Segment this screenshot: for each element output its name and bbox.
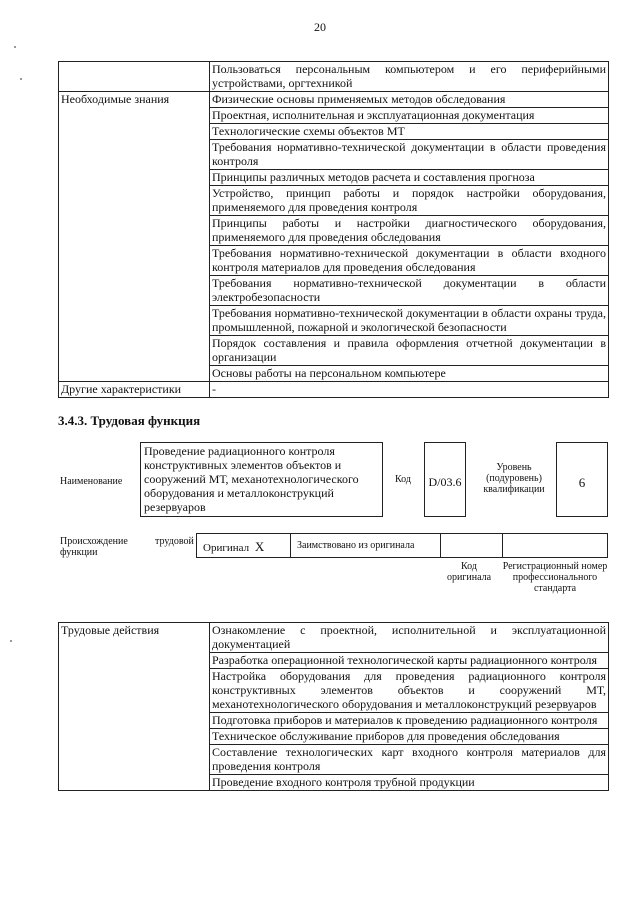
row-item-cell: Физические основы применяемых методов обследования [210, 92, 609, 108]
page-number: 20 [314, 20, 326, 34]
origin-label: Происхождение [60, 536, 128, 547]
function-code-box: D/03.6 [424, 442, 466, 517]
row-item-cell: Проектная, исполнительная и эксплуатационная документация [210, 108, 609, 124]
row-item-cell: Проведение входного контроля трубной продукции [210, 775, 609, 791]
function-name-box: Проведение радиационного контроля конструктивных элементов объектов и сооружений МТ, механотехнологического оборудования и металлоконструкций резервуаров [140, 442, 383, 517]
row-item-cell: Требования нормативно-технической документации в области входного контроля материалов для проведения обследования [210, 246, 609, 276]
row-item-cell: Разработка операционной технологической карты радиационного контроля [210, 653, 609, 669]
registration-number-cell [503, 534, 607, 557]
qualification-level-box: 6 [556, 442, 608, 517]
table-row [59, 623, 609, 653]
row-item-cell: - [210, 382, 609, 398]
row-item-cell: Принципы различных методов расчета и составления прогноза [210, 170, 609, 186]
table-row [59, 382, 609, 398]
row-label-cell: Другие характеристики [59, 382, 210, 398]
row-item-cell: Ознакомление с проектной, исполнительной и эксплуатационной документацией [210, 623, 609, 653]
row-item-cell: Основы работы на персональном компьютере [210, 366, 609, 382]
row-item-cell: Составление технологических карт входного контроля материалов для проведения контроля [210, 745, 609, 775]
scan-speck [10, 640, 12, 642]
row-item-cell: Порядок составления и правила оформления отчетной документации в организации [210, 336, 609, 366]
row-label-cell: Трудовые действия [59, 623, 210, 791]
row-item-cell: Требования нормативно-технической документации в области охраны труда, промышленной, пожарной и экологической безопасности [210, 306, 609, 336]
section-heading: 3.4.3. Трудовая функция [58, 413, 201, 428]
row-item-cell: Требования нормативно-технической документации в области проведения контроля [210, 140, 609, 170]
row-label-cell [59, 62, 210, 92]
origin-label-continued: функции [60, 547, 98, 558]
origin-row [196, 533, 608, 558]
scan-speck [20, 78, 22, 80]
borrowed-cell: Заимствовано из оригинала [291, 534, 441, 557]
labor-actions-table [58, 622, 609, 791]
table-row [59, 62, 609, 92]
table-row [59, 92, 609, 108]
row-label-cell: Необходимые знания [59, 92, 210, 382]
row-item-cell: Устройство, принцип работы и порядок настройки оборудования, применяемого для проведения контроля [210, 186, 609, 216]
origin-label-continued: трудовой [155, 536, 194, 547]
row-item-cell: Технологические схемы объектов МТ [210, 124, 609, 140]
original-label: Оригинал [203, 542, 250, 554]
registration-number-caption: Регистрационный номер профессионального стандарта [502, 561, 608, 594]
original-mark: X [254, 539, 265, 554]
name-label: Наименование [60, 476, 123, 487]
row-item-cell: Подготовка приборов и материалов к проведению радиационного контроля [210, 713, 609, 729]
scan-speck [14, 46, 16, 48]
qualification-level-label: Уровень (подуровень) квалификации [483, 462, 545, 495]
row-item-cell: Пользоваться персональным компьютером и его периферийными устройствами, оргтехникой [210, 62, 609, 92]
row-item-cell: Принципы работы и настройки диагностического оборудования, применяемого для проведения обследования [210, 216, 609, 246]
code-label: Код [395, 474, 411, 485]
original-cell [197, 534, 291, 557]
origin-code-caption: Код оригинала [446, 561, 492, 583]
row-item-cell: Требования нормативно-технической документации в области электробезопасности [210, 276, 609, 306]
origin-code-cell [441, 534, 503, 557]
row-item-cell: Техническое обслуживание приборов для проведения обследования [210, 729, 609, 745]
requirements-table [58, 61, 609, 398]
row-item-cell: Настройка оборудования для проведения радиационного контроля конструктивных элементов объектов и сооружений МТ, механотехнологического оборудования и металлоконструкций резервуаров [210, 669, 609, 713]
